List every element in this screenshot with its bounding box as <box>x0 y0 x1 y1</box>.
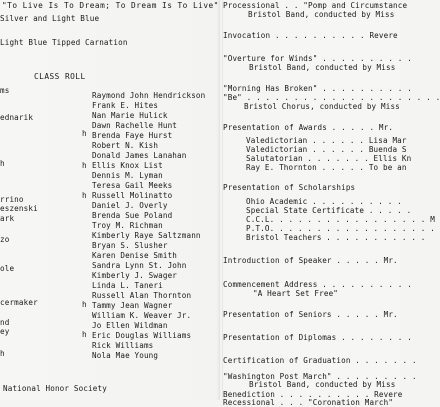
graduate-name: Kimberly J. Swager <box>92 271 178 280</box>
honor-mark: h <box>82 129 87 138</box>
left-fragment-2: ednarik <box>0 113 34 122</box>
left-fragment-9: cermaker <box>0 298 38 307</box>
left-fragment-1: ms <box>0 86 10 95</box>
award-line: Valedictorian . . . . . . Buenda S <box>246 145 407 154</box>
graduate-name: Sandra Lynn St. John <box>92 261 187 270</box>
honor-mark: h <box>82 191 87 200</box>
left-fragment-5: eszenski <box>0 204 38 213</box>
graduate-name: Nan Marie Hulick <box>92 111 168 120</box>
graduate-name: Eric Douglas Williams <box>92 331 192 340</box>
program-be: "Be" . . . . . . . . . . . . . . . . . . . . . <box>223 93 440 102</box>
program-invocation: Invocation . . . . . . . . . . Revere <box>223 31 398 40</box>
left-fragment-7: zo <box>0 235 10 244</box>
graduate-name: Nola Mae Young <box>92 351 159 360</box>
program-morning-has-broken: "Morning Has Broken" . . . . . . . . . . <box>223 84 412 93</box>
program-processional-band: Bristol Band, conducted by Miss <box>248 10 395 19</box>
graduate-name: Karen Denise Smith <box>92 251 178 260</box>
left-page <box>0 0 219 400</box>
program-overture: "Overture for Winds" . . . . . . . . . . <box>223 54 412 63</box>
award-line: Salutatorian . . . . . . . Ellis Kn <box>246 154 412 163</box>
award-line: Valedictorian . . . . . . Lisa Mar <box>246 136 407 145</box>
left-fragment-12: h <box>0 349 5 358</box>
program-recessional: Recessional . . . "Coronation March" <box>223 398 394 407</box>
program-certification: Certification of Graduation . . . . . . . <box>223 356 417 365</box>
program-address-title: "A Heart Set Free" <box>253 289 339 298</box>
program-awards: Presentation of Awards . . . . . Mr. <box>223 123 394 132</box>
graduate-name: William K. Weaver Jr. <box>92 311 192 320</box>
left-fragment-3: h <box>0 159 5 168</box>
left-fragment-4: rrino <box>0 195 24 204</box>
right-page <box>223 0 440 407</box>
graduate-name: Tammy Jean Wagner <box>92 301 173 310</box>
graduate-name: Troy M. Richman <box>92 221 163 230</box>
graduate-name: Rick Williams <box>92 341 154 350</box>
class-motto: "To Live Is To Dream; To Dream Is To Live" <box>2 1 219 10</box>
left-fragment-8: ole <box>0 264 15 273</box>
graduate-name: Teresa Gail Meeks <box>92 181 173 190</box>
program-scholarships: Presentation of Scholarships <box>223 183 356 192</box>
program-processional: Processional . . "Pomp and Circumstance <box>223 1 408 10</box>
graduate-name: Donald James Lanahan <box>92 151 187 160</box>
scholarship-line: P.T.O. . . . . . . . . . . . . . . . . . <box>246 224 435 233</box>
program-seniors: Presentation of Seniors . . . . . Mr. <box>223 310 398 319</box>
scholarship-line: Bristol Teachers . . . . . . . . . . . <box>246 233 426 242</box>
graduate-name: Russell Molinatto <box>92 191 173 200</box>
graduate-name: Linda L. Taneri <box>92 281 163 290</box>
class-colors: Silver and Light Blue <box>0 14 100 23</box>
graduate-name: Daniel J. Overly <box>92 201 168 210</box>
left-fragment-6: ark <box>0 214 15 223</box>
graduate-name: Robert N. Kish <box>92 141 159 150</box>
class-flower: Light Blue Tipped Carnation <box>0 38 128 47</box>
graduate-name: Raymond John Hendrickson <box>92 91 206 100</box>
award-line: Ray E. Thornton . . . . . To be an <box>246 163 407 172</box>
program-washington-post-band: Bristol Band, conducted by Miss <box>249 380 396 389</box>
program-benediction: Benediction . . . . . . . . . . Revere <box>223 390 403 399</box>
honor-mark: h <box>82 300 87 309</box>
honor-mark: h <box>82 330 87 339</box>
graduate-name: Russell Alan Thornton <box>92 291 192 300</box>
graduate-name: Dennis M. Lyman <box>92 171 163 180</box>
program-washington-post-march: "Washington Post March" . . . . . . . . . <box>223 372 417 381</box>
program-diplomas: Presentation of Diplomas . . . . . . . . <box>223 333 412 342</box>
left-fragment-11: ey <box>0 327 10 336</box>
left-fragment-10: nd <box>0 318 10 327</box>
program-commencement: Commencement Address . . . . . . . . . . <box>223 280 412 289</box>
graduate-name: Brenda Sue Poland <box>92 211 173 220</box>
graduate-name: Kimberly Raye Saltzmann <box>92 231 201 240</box>
program-chorus: Bristol Chorus, conducted by Miss <box>244 102 400 111</box>
scholarship-line: C.C.L. . . . . . . . . . . . . . . . . M <box>246 215 435 224</box>
scholarship-line: Ohio Academic . . . . . . . . . . <box>246 197 402 206</box>
scholarship-line: Special State Certificate . . . . . <box>246 206 412 215</box>
graduate-name: Ellis Knox List <box>92 161 163 170</box>
class-roll-title: CLASS ROLL <box>34 72 86 81</box>
graduate-name: Frank E. Hites <box>92 101 159 110</box>
graduate-name: Jo Ellen Wildman <box>92 321 168 330</box>
program-intro-speaker: Introduction of Speaker . . . . . Mr. <box>223 256 398 265</box>
program-overture-band: Bristol Band, conducted by Miss <box>249 63 396 72</box>
graduate-name: Dawn Rachelle Hunt <box>92 121 178 130</box>
honor-society-note: National Honor Society <box>3 384 107 393</box>
graduate-name: Bryan S. Slusher <box>92 241 168 250</box>
honor-mark: h <box>82 161 87 170</box>
graduate-name: Brenda Faye Hurst <box>92 131 173 140</box>
